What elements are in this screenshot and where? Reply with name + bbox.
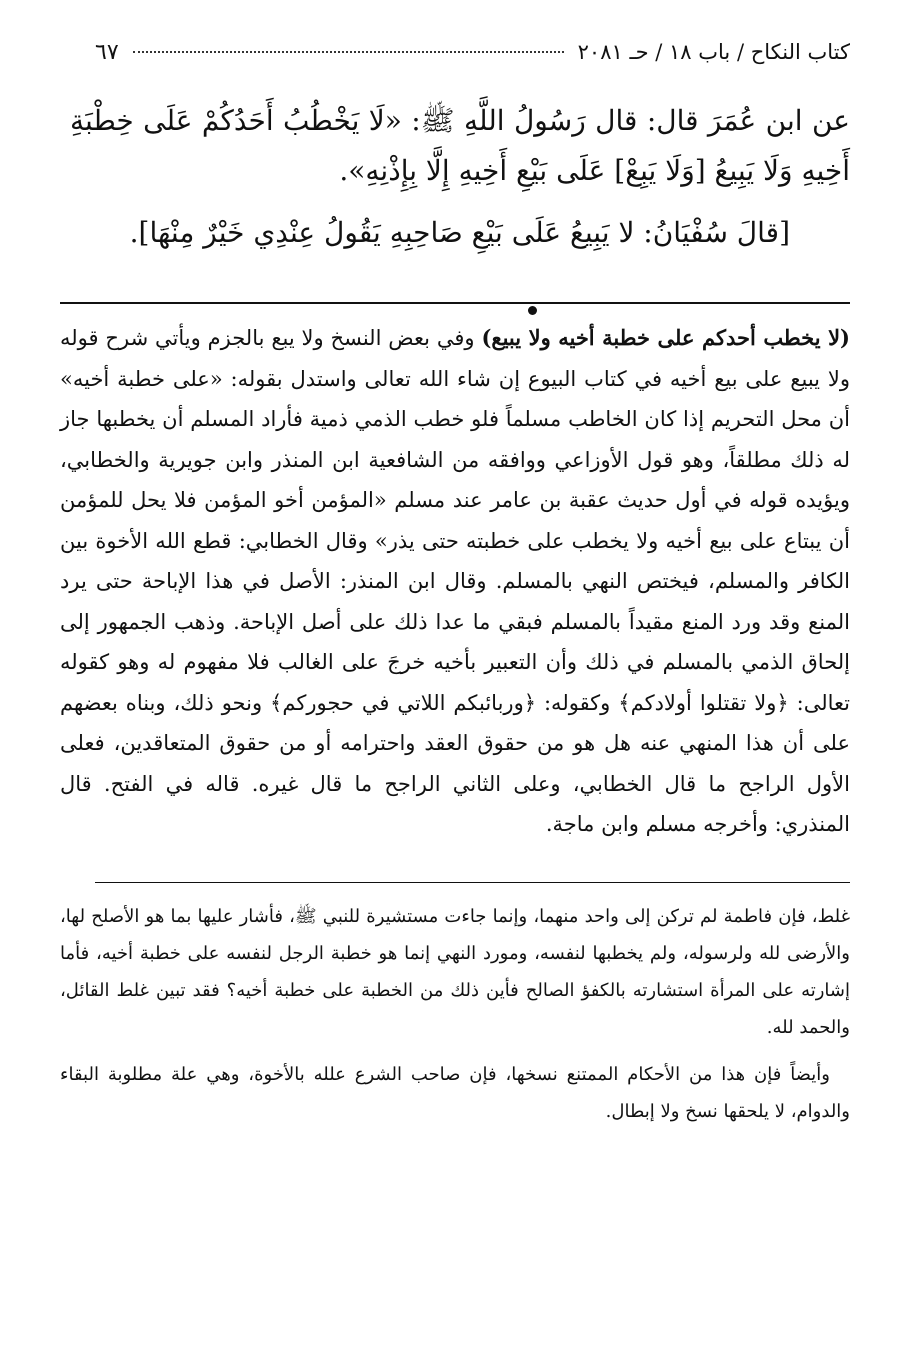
hadith-matn: عن ابن عُمَرَ قال: قال رَسُولُ اللَّهِ ﷺ: «لَا يَخْطُبُ أَحَدُكُمْ عَلَى خِطْبَةِ أَخِيهِ وَلَا يَبِيعُ [وَلَا يَبِعْ] عَلَى بَيْعِ أَخِيهِ إِلَّا بِإِذْنِهِ».: [70, 104, 850, 187]
commentary-paragraph: [60, 318, 850, 845]
sufyan-note: [قالَ سُفْيَانُ: لا يَبِيعُ عَلَى بَيْعِ صَاحِبِهِ يَقُولُ عِنْدِي خَيْرٌ مِنْهَا].: [129, 216, 790, 249]
footnotes: [60, 898, 850, 1130]
page-number: ٦٧: [95, 40, 119, 65]
footnote-divider: [95, 882, 850, 883]
divider-dot: [528, 306, 537, 315]
commentary: [60, 318, 850, 845]
running-header: [95, 40, 850, 80]
header-title: كتاب النكاح / باب ١٨ / حـ ٢٠٨١: [577, 40, 850, 64]
footnote-paragraph-2: وأيضاً فإن هذا من الأحكام الممتنع نسخها، فإن صاحب الشرع علله بالأخوة، وهي علة مطلوبة البقاء والدوام، لا يلحقها نسخ ولا إبطال.: [60, 1064, 850, 1122]
commentary-body: وفي بعض النسخ ولا يبع بالجزم ويأتي شرح قوله ولا يبيع على بيع أخيه في كتاب البيوع إن شاء الله تعالى واستدل بقوله: «على خطبة أخيه» أن محل التحريم إذا كان الخاطب مسلماً فلو خطب الذمي ذمية فأراد المسلم أن يخطبها جاز له ذلك مطلقاً، وهو قول الأوزاعي ووافقه من الشافعية ابن المنذر وابن جويرية والخطابي، ويؤيده قوله في أول حديث عقبة بن عامر عند مسلم «المؤمن أخو المؤمن فلا يحل للمؤمن أن يبتاع على بيع أخيه ولا يخطب على خطبته حتى يذر» وقال الخطابي: قطع الله الأخوة بين الكافر والمسلم، فيختص النهي بالمسلم. وقال ابن المنذر: الأصل في هذا الإباحة حتى يرد المنع وقد ورد المنع مقيداً بالمسلم فبقي ما عدا ذلك على أصل الإباحة. وذهب الجمهور إلى إلحاق الذمي بالمسلم في ذلك وأن التعبير بأخيه خرجَ على الغالب فلا مفهوم له وهو كقوله تعالى: ﴿ولا تقتلوا أولادكم﴾ وكقوله: ﴿وربائبكم اللاتي في حجوركم﴾ ونحو ذلك، وبناه بعضهم على أن هذا المنهي عنه هل هو من حقوق العقد واحترامه أو من حقوق المتعاقدين، فعلى الأول الراجح ما قال الخطابي، وعلى الثاني الراجح ما قال غيره. قاله في الفتح. قال المنذري: وأخرجه مسلم وابن ماجة.: [60, 326, 850, 836]
footnote-paragraph-1: غلط، فإن فاطمة لم تركن إلى واحد منهما، وإنما جاءت مستشيرة للنبي ﷺ، فأشار عليها بما هو الأصلح لها، والأرضى لله ولرسوله، ولم يخطبها لنفسه، ومورد النهي إنما هو خطبة الرجل لنفسه على خطبة أخيه، فأما إشارته على المرأة استشارته بالكفؤ الصالح فأين ذلك من الخطبة على خطبة أخيه؟ فقد تبين غلط القائل، والحمد لله.: [60, 906, 851, 1038]
commentary-lead: (لا يخطب أحدكم على خطبة أخيه ولا يبيع): [481, 325, 850, 350]
section-divider: [60, 302, 850, 304]
header-dot-leader: [133, 51, 564, 53]
hadith-text: [70, 96, 850, 258]
